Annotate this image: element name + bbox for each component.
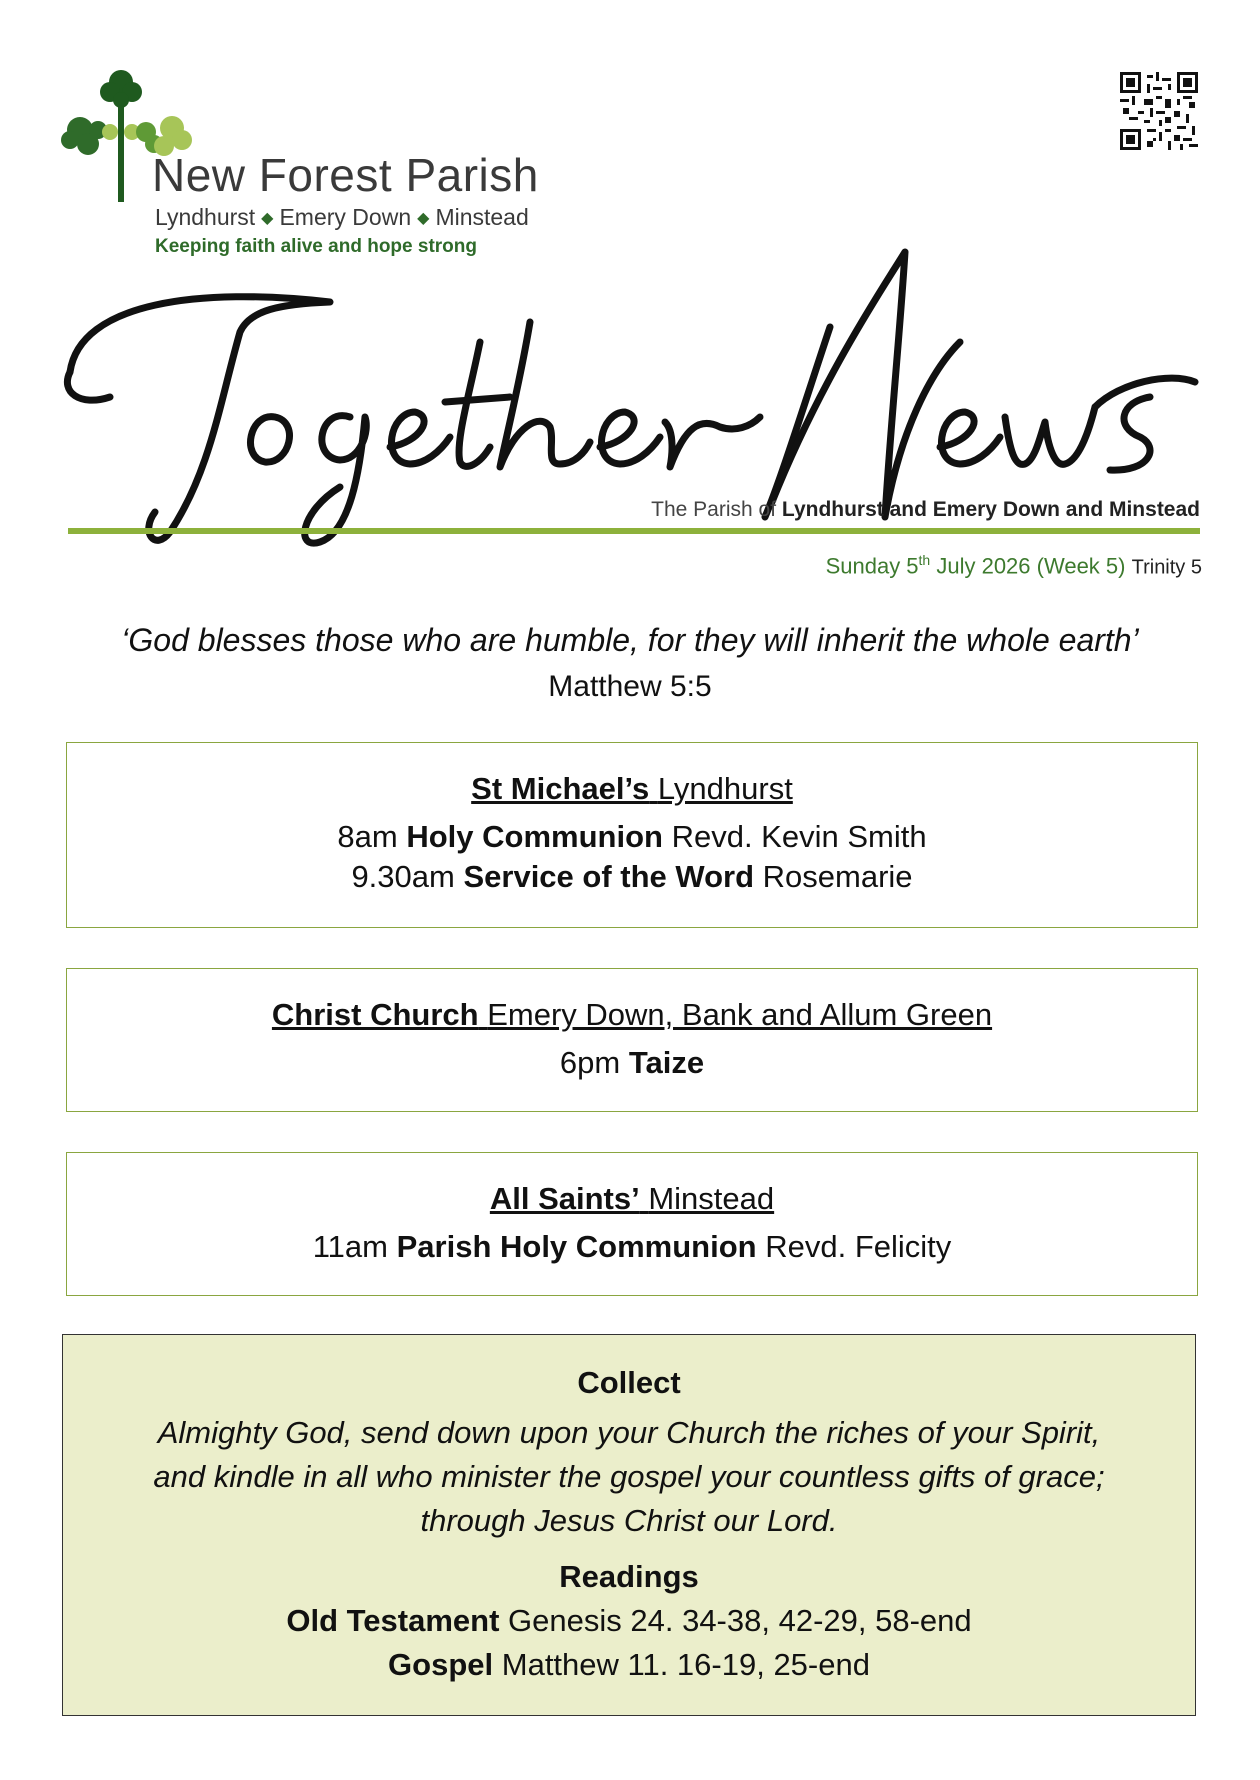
readings-heading: Readings [559,1559,699,1594]
service-time: 9.30am [351,859,455,894]
date-ordinal: th [918,552,931,568]
place-minstead: Minstead [435,204,529,230]
service-line [67,1227,1197,1267]
service-type: Parish Holy Communion [396,1229,757,1264]
org-name: New Forest Parish [152,149,539,201]
trinity-label: Trinity 5 [1131,556,1202,579]
reading-reference: Genesis 24. 34-38, 42-29, 58-end [508,1603,972,1638]
reading-gospel [63,1643,1195,1687]
collect-prayer [63,1411,1195,1543]
service-time: 8am [337,819,398,854]
date-prefix: Sunday 5 [825,553,919,579]
collect-heading: Collect [577,1365,681,1400]
church-name [67,1181,1197,1217]
collect-line: Almighty God, send down upon your Church the riches of your Spirit, [157,1415,1101,1450]
reading-label: Gospel [388,1647,494,1682]
service-type: Service of the Word [463,859,755,894]
parish-line [651,498,1200,522]
church-name-bold: Christ Church [271,997,479,1032]
church-location: Emery Down, Bank and Allum Green [487,997,993,1032]
service-type: Holy Communion [406,819,663,854]
parish-name: Lyndhurst and Emery Down and Minstead [781,498,1200,521]
service-type: Taize [628,1045,705,1080]
date-suffix: July 2026 (Week 5) [930,553,1126,579]
bible-quote: ‘God blesses those who are humble, for they will inherit the whole earth’ [121,622,1139,658]
church-location: Minstead [648,1181,775,1216]
service-line [67,817,1197,857]
church-name [67,997,1197,1033]
service-line [67,1043,1197,1083]
collect-line: and kindle in all who minister the gospel your countless gifts of grace; [153,1459,1105,1494]
service-leader: Revd. Kevin Smith [671,819,927,854]
service-time: 6pm [559,1045,621,1080]
collect-line: through Jesus Christ our Lord. [420,1503,838,1538]
church-name [67,771,1197,807]
diamond-icon: ◆ [417,210,430,227]
place-lyndhurst: Lyndhurst [155,204,256,230]
service-leader: Revd. Felicity [765,1229,952,1264]
reading-reference: Matthew 11. 16-19, 25-end [501,1647,870,1682]
church-name-bold: All Saints’ [489,1181,640,1216]
church-location: Lyndhurst [657,771,793,806]
service-box-st-michaels [66,742,1198,928]
diamond-icon: ◆ [261,210,274,227]
reading-label: Old Testament [286,1603,500,1638]
bible-quote-reference: Matthew 5:5 [548,670,712,703]
church-name-bold: St Michael’s [471,771,650,806]
service-box-christ-church [66,968,1198,1112]
place-emery-down: Emery Down [279,204,412,230]
header-divider [68,528,1200,534]
reading-old-testament [63,1599,1195,1643]
parish-prefix: The Parish of [651,498,777,521]
date-line [826,552,1202,579]
service-line [67,857,1197,897]
org-places [155,204,529,231]
service-box-all-saints [66,1152,1198,1296]
collect-box [62,1334,1196,1716]
qr-code-icon[interactable] [1120,72,1198,150]
service-time: 11am [312,1229,388,1264]
service-leader: Rosemarie [762,859,913,894]
org-tagline: Keeping faith alive and hope strong [155,236,477,257]
